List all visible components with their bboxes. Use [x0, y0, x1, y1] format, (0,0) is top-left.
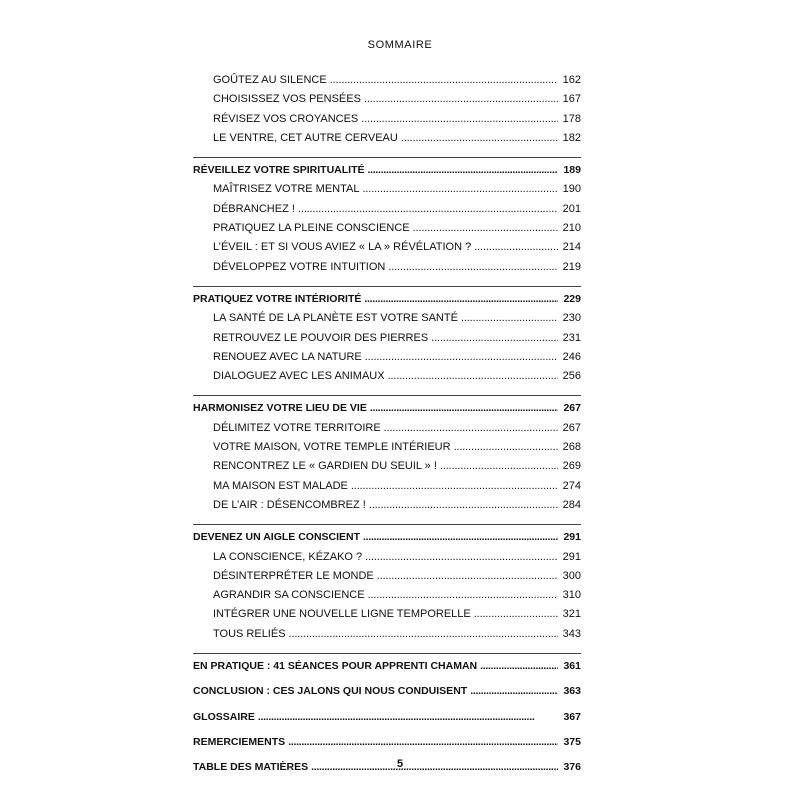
toc-entry-title: DÉSINTERPRÉTER LE MONDE [213, 569, 374, 582]
toc-entry-page: 274 [562, 479, 581, 492]
toc-entry-title: L’ÉVEIL : ET SI VOUS AVIEZ « LA » RÉVÉLATION ? [213, 241, 472, 254]
toc-entry-page: 214 [562, 241, 581, 254]
toc-entry-title: RÉVISEZ VOS CROYANCES [213, 112, 359, 125]
dot-leader [288, 736, 558, 748]
toc-entry-page: 321 [562, 608, 581, 621]
toc-entry [193, 551, 581, 570]
toc-section-page: 361 [563, 660, 581, 673]
toc-entry [193, 332, 581, 351]
dot-leader [480, 660, 558, 672]
toc-entry-page: 167 [562, 93, 581, 106]
toc-section-page: 376 [563, 761, 581, 774]
toc-entry-page: 284 [562, 498, 581, 511]
toc-entry-page: 210 [562, 222, 581, 235]
dot-leader [370, 402, 558, 414]
dot-leader [431, 332, 558, 344]
toc-section [193, 164, 581, 183]
page-header: SOMMAIRE [367, 39, 433, 51]
section-divider [193, 653, 581, 654]
section-divider [193, 395, 581, 396]
toc-section-page: 229 [563, 292, 581, 305]
dot-leader [298, 203, 558, 215]
dot-leader [470, 685, 558, 697]
dot-leader [401, 132, 558, 144]
dot-leader [363, 531, 558, 543]
toc-section-title: RÉVEILLEZ VOTRE SPIRITUALITÉ [193, 164, 365, 177]
dot-leader [388, 370, 558, 382]
toc-section-title: DEVENEZ UN AIGLE CONSCIENT [193, 531, 361, 544]
toc-entry-title: DÉBRANCHEZ ! [213, 202, 295, 215]
dot-leader [289, 628, 558, 640]
dot-leader [330, 74, 558, 86]
dot-leader [388, 261, 558, 273]
dot-leader [454, 441, 558, 453]
toc-entry-title: DE L’AIR : DÉSENCOMBREZ ! [213, 498, 366, 511]
toc-entry-page: 182 [562, 131, 581, 144]
toc-entry-page: 256 [562, 370, 581, 383]
dot-leader [413, 222, 558, 234]
dot-leader [369, 499, 558, 511]
toc-entry [193, 93, 581, 112]
page-number: 5 [396, 758, 404, 770]
toc-entry [193, 570, 581, 589]
dot-leader [365, 351, 558, 363]
toc-section [193, 293, 581, 312]
dot-leader [258, 711, 558, 723]
toc-entry [193, 480, 581, 499]
toc-section [193, 685, 581, 704]
toc-entry-title: LE VENTRE, CET AUTRE CERVEAU [213, 131, 398, 144]
toc-entry-page: 246 [562, 350, 581, 363]
toc-entry-title: DIALOGUEZ AVEC LES ANIMAUX [213, 370, 385, 383]
toc-entry-page: 310 [562, 589, 581, 602]
toc-section [193, 531, 581, 550]
toc-entry-page: 269 [562, 460, 581, 473]
toc-entry [193, 312, 581, 331]
toc-entry [193, 132, 581, 151]
toc-entry [193, 608, 581, 627]
toc-entry-page: 230 [562, 312, 581, 325]
toc-section-title: PRATIQUEZ VOTRE INTÉRIORITÉ [193, 292, 362, 305]
toc-entry-title: VOTRE MAISON, VOTRE TEMPLE INTÉRIEUR [213, 441, 451, 454]
section-divider [193, 157, 581, 158]
toc-entry [193, 261, 581, 280]
toc-section-title: HARMONISEZ VOTRE LIEU DE VIE [193, 402, 367, 415]
toc-entry [193, 499, 581, 518]
toc-entry-title: MA MAISON EST MALADE [213, 479, 348, 492]
dot-leader [384, 422, 558, 434]
section-divider [193, 524, 581, 525]
toc-section-title: EN PRATIQUE : 41 SÉANCES POUR APPRENTI CHAMAN [193, 660, 478, 673]
toc-entry [193, 370, 581, 389]
toc-entry-title: RETROUVEZ LE POUVOIR DES PIERRES [213, 331, 429, 344]
toc-entry-page: 162 [562, 74, 581, 86]
toc-entry-page: 201 [562, 202, 581, 215]
toc-section [193, 660, 581, 679]
dot-leader [377, 570, 558, 582]
dot-leader [474, 241, 558, 253]
dot-leader [362, 183, 558, 195]
toc-entry-page: 231 [562, 331, 581, 344]
toc-entry-page: 219 [562, 260, 581, 273]
dot-leader [364, 93, 558, 105]
dot-leader [368, 164, 558, 176]
dot-leader [361, 113, 558, 125]
toc-entry-page: 291 [562, 550, 581, 563]
toc-section-title: GLOSSAIRE [193, 710, 255, 723]
toc-section-page: 367 [563, 710, 581, 723]
toc-entry-title: RENCONTREZ LE « GARDIEN DU SEUIL » ! [213, 460, 437, 473]
toc-entry-title: LA CONSCIENCE, KÉZAKO ? [213, 550, 363, 563]
toc-section-title: TABLE DES MATIÈRES [193, 761, 309, 774]
toc-entry-title: INTÉGRER UNE NOUVELLE LIGNE TEMPORELLE [213, 608, 471, 621]
toc-section [193, 711, 581, 730]
toc-section [193, 402, 581, 421]
toc-entry-title: GOÛTEZ AU SILENCE [213, 74, 327, 86]
toc-entry [193, 241, 581, 260]
section-divider [193, 286, 581, 287]
toc-entry-title: DÉLIMITEZ VOTRE TERRITOIRE [213, 421, 381, 434]
toc-section-page: 375 [563, 735, 581, 748]
toc-entry [193, 589, 581, 608]
toc-entry-title: AGRANDIR SA CONSCIENCE [213, 589, 365, 602]
toc-entry [193, 203, 581, 222]
toc-entry-page: 178 [562, 112, 581, 125]
toc-entry [193, 628, 581, 647]
dot-leader [440, 460, 558, 472]
table-of-contents [193, 74, 581, 781]
toc-section-title: REMERCIEMENTS [193, 735, 286, 748]
toc-section-page: 267 [563, 402, 581, 415]
dot-leader [474, 608, 558, 620]
toc-entry-title: TOUS RELIÉS [213, 627, 286, 640]
toc-entry-page: 343 [562, 627, 581, 640]
toc-entry [193, 351, 581, 370]
toc-entry [193, 74, 581, 93]
toc-entry-title: CHOISISSEZ VOS PENSÉES [213, 93, 361, 106]
dot-leader [461, 312, 558, 324]
toc-entry-title: MAÎTRISEZ VOTRE MENTAL [213, 183, 360, 196]
toc-entry-title: DÉVELOPPEZ VOTRE INTUITION [213, 260, 386, 273]
toc-entry [193, 460, 581, 479]
dot-leader [364, 293, 558, 305]
toc-section-page: 363 [563, 685, 581, 698]
dot-leader [365, 551, 558, 563]
toc-entry-page: 268 [562, 441, 581, 454]
toc-section [193, 736, 581, 755]
toc-entry-page: 190 [562, 183, 581, 196]
toc-entry-title: RENOUEZ AVEC LA NATURE [213, 350, 362, 363]
toc-entry [193, 113, 581, 132]
toc-entry [193, 422, 581, 441]
toc-entry-title: PRATIQUEZ LA PLEINE CONSCIENCE [213, 222, 410, 235]
toc-entry-title: LA SANTÉ DE LA PLANÈTE EST VOTRE SANTÉ [213, 312, 458, 325]
dot-leader [351, 480, 558, 492]
toc-section-page: 291 [563, 531, 581, 544]
toc-entry [193, 441, 581, 460]
toc-entry-page: 300 [562, 569, 581, 582]
toc-section-page: 189 [563, 164, 581, 177]
dot-leader [368, 589, 558, 601]
toc-entry-page: 267 [562, 421, 581, 434]
toc-section-title: CONCLUSION : CES JALONS QUI NOUS CONDUISENT [193, 685, 468, 698]
toc-entry [193, 222, 581, 241]
toc-entry [193, 183, 581, 202]
